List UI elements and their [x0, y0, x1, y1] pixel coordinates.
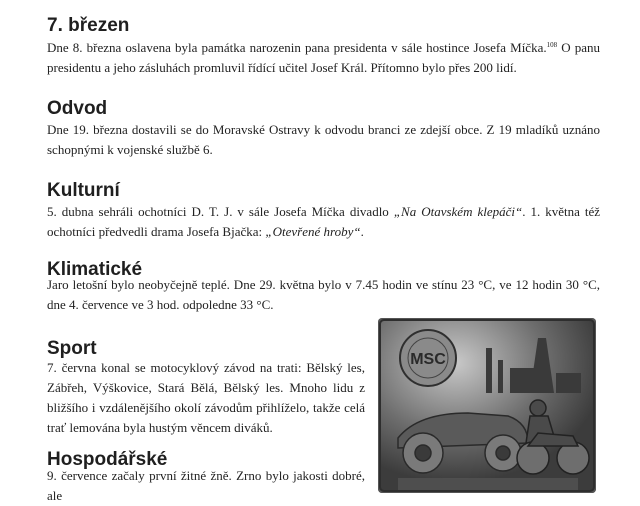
plaque-illustration	[378, 318, 596, 493]
section-text-march	[47, 38, 600, 78]
section-text-klimaticke: Jaro letošní bylo neobyčejně teplé. Dne 29. května bylo v 7.45 hodin ve stínu 23 °C, ve 12 hodin 30 °C, dne 4. července ve 3 hod. odpoledne 33 °C.	[47, 277, 600, 312]
play-title-2: „Otevřené hroby“	[265, 224, 361, 239]
march-text-part2: O panu presidentu a jeho zásluhách promluvil řídící učitel Josef Král. Přítomno bylo přes 200 lidí.	[47, 40, 600, 75]
section-heading-sport: Sport	[47, 338, 97, 359]
footnote-ref: 108	[546, 41, 558, 49]
march-text-part1: Dne 8. března oslavena byla památka narozenin pana presidenta v sále hostince Josefa Míčka.	[47, 40, 547, 55]
emblem-monogram: MSC	[410, 351, 446, 368]
kulturni-text-2: . 1. května též ochotníci předvedli drama Josefa Bjačka:	[47, 204, 601, 239]
race-plaque-photo	[378, 318, 596, 493]
section-heading-klimaticke: Klimatické	[47, 259, 143, 280]
kulturni-text-3: .	[360, 224, 364, 239]
section-heading-hospodarske: Hospodářské	[47, 449, 168, 470]
section-text-hospodarske: 9. července začaly první žitné žně. Zrno bylo jakosti dobré, ale	[47, 468, 365, 503]
section-text-odvod: Dne 19. března dostavili se do Moravské Ostravy k odvodu branci ze zdejší obce. Z 19 mladíků uznáno schopnými k vojenské službě 6.	[47, 122, 600, 157]
kulturni-text-1: 5. dubna sehráli ochotníci D. T. J. v sále Josefa Míčka divadlo	[47, 204, 394, 219]
club-emblem	[400, 330, 456, 386]
section-text-kulturni	[47, 202, 600, 242]
section-heading-odvod: Odvod	[47, 98, 108, 119]
section-heading-march: 7. březen	[47, 15, 130, 36]
section-heading-kulturni: Kulturní	[47, 180, 120, 201]
play-title-1: „Na Otavském klepáči“	[393, 204, 523, 219]
section-text-sport: 7. června konal se motocyklový závod na trati: Bělský les, Zábřeh, Výškovice, Stará Bělá, Bělský les. Mnoho lidu z bližšího i vzdálenějšího okolí závodům přihlíželo, takže celá trať lemována byla hustým věncem diváků.	[47, 360, 365, 435]
